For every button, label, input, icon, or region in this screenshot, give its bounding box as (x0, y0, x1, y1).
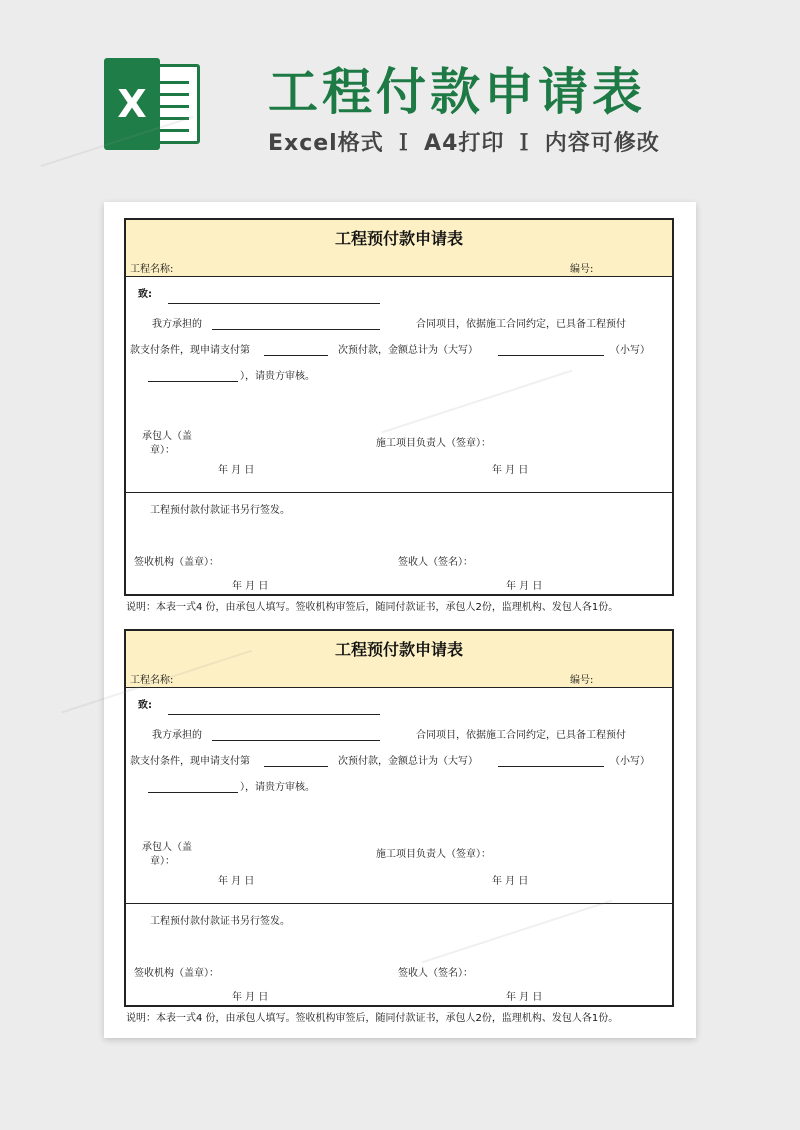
line1-a: 我方承担的 (152, 319, 202, 330)
payment-form-2 (124, 629, 674, 1007)
payment-form-1 (124, 218, 674, 596)
form-body (126, 277, 672, 493)
contractor-sign-label-cont: 章）： (150, 856, 175, 867)
number-label: 编号: (570, 675, 594, 686)
line3: ），请贵方审核。 (240, 371, 315, 382)
form-header (126, 220, 672, 277)
date-foot-right: 年 月 日 (506, 581, 543, 592)
recipient-blank[interactable] (168, 714, 380, 715)
line2-a: 款支付条件，现申请支付第 (130, 756, 250, 767)
form-title: 工程预付款申请表 (334, 229, 463, 248)
date-right: 年 月 日 (492, 876, 529, 887)
form-footer (126, 493, 672, 594)
date-left: 年 月 日 (218, 876, 255, 887)
page-subtitle: Excel格式 Ｉ A4打印 Ｉ 内容可修改 (268, 131, 660, 156)
line2-c: （小写） (610, 756, 650, 767)
date-right: 年 月 日 (492, 465, 529, 476)
contractor-sign-label: 承包人（盖 (142, 431, 192, 442)
excel-icon (104, 58, 204, 150)
date-left: 年 月 日 (218, 465, 255, 476)
contractor-sign-label-cont: 章）： (150, 445, 175, 456)
form-title: 工程预付款申请表 (334, 640, 463, 659)
receiver-org-label: 签收机构（盖章）： (134, 557, 219, 568)
line3: ），请贵方审核。 (240, 782, 315, 793)
project-name-label: 工程名称: (130, 264, 174, 275)
line1-a: 我方承担的 (152, 730, 202, 741)
form-header (126, 631, 672, 688)
contract-project-blank[interactable] (212, 740, 380, 741)
line1-b: 合同项目，依据施工合同约定，已具备工程预付 (416, 319, 626, 330)
form-body (126, 688, 672, 904)
contract-project-blank[interactable] (212, 329, 380, 330)
manager-sign-label: 施工项目负责人（签章）： (376, 849, 491, 860)
to-label: 致: (138, 700, 152, 711)
manager-sign-label: 施工项目负责人（签章）： (376, 438, 491, 449)
amount-figures-blank[interactable] (148, 792, 238, 793)
receiver-person-label: 签收人（签名）： (398, 557, 473, 568)
to-label: 致: (138, 289, 152, 300)
footnote: 说明：本表一式4 份，由承包人填写。签收机构审签后，随同付款证书，承包人2份，监理机构、发包人各1份。 (126, 602, 619, 613)
form-footer (126, 904, 672, 1005)
excel-letter-badge: X (104, 58, 160, 150)
contractor-sign-label: 承包人（盖 (142, 842, 192, 853)
installment-number-blank[interactable] (264, 766, 328, 767)
certificate-note: 工程预付款付款证书另行签发。 (150, 916, 290, 927)
recipient-blank[interactable] (168, 303, 380, 304)
amount-words-blank[interactable] (498, 766, 604, 767)
amount-words-blank[interactable] (498, 355, 604, 356)
installment-number-blank[interactable] (264, 355, 328, 356)
line2-c: （小写） (610, 345, 650, 356)
amount-figures-blank[interactable] (148, 381, 238, 382)
header-banner (0, 0, 800, 195)
page-title: 工程付款申请表 (268, 63, 646, 121)
document-page (104, 202, 696, 1038)
footnote: 说明：本表一式4 份，由承包人填写。签收机构审签后，随同付款证书，承包人2份，监理机构、发包人各1份。 (126, 1013, 619, 1024)
receiver-person-label: 签收人（签名）： (398, 968, 473, 979)
date-foot-left: 年 月 日 (232, 992, 269, 1003)
date-foot-left: 年 月 日 (232, 581, 269, 592)
line2-b: 次预付款，金额总计为（大写） (338, 756, 478, 767)
date-foot-right: 年 月 日 (506, 992, 543, 1003)
project-name-label: 工程名称: (130, 675, 174, 686)
line2-a: 款支付条件，现申请支付第 (130, 345, 250, 356)
line1-b: 合同项目，依据施工合同约定，已具备工程预付 (416, 730, 626, 741)
number-label: 编号: (570, 264, 594, 275)
receiver-org-label: 签收机构（盖章）： (134, 968, 219, 979)
line2-b: 次预付款，金额总计为（大写） (338, 345, 478, 356)
certificate-note: 工程预付款付款证书另行签发。 (150, 505, 290, 516)
